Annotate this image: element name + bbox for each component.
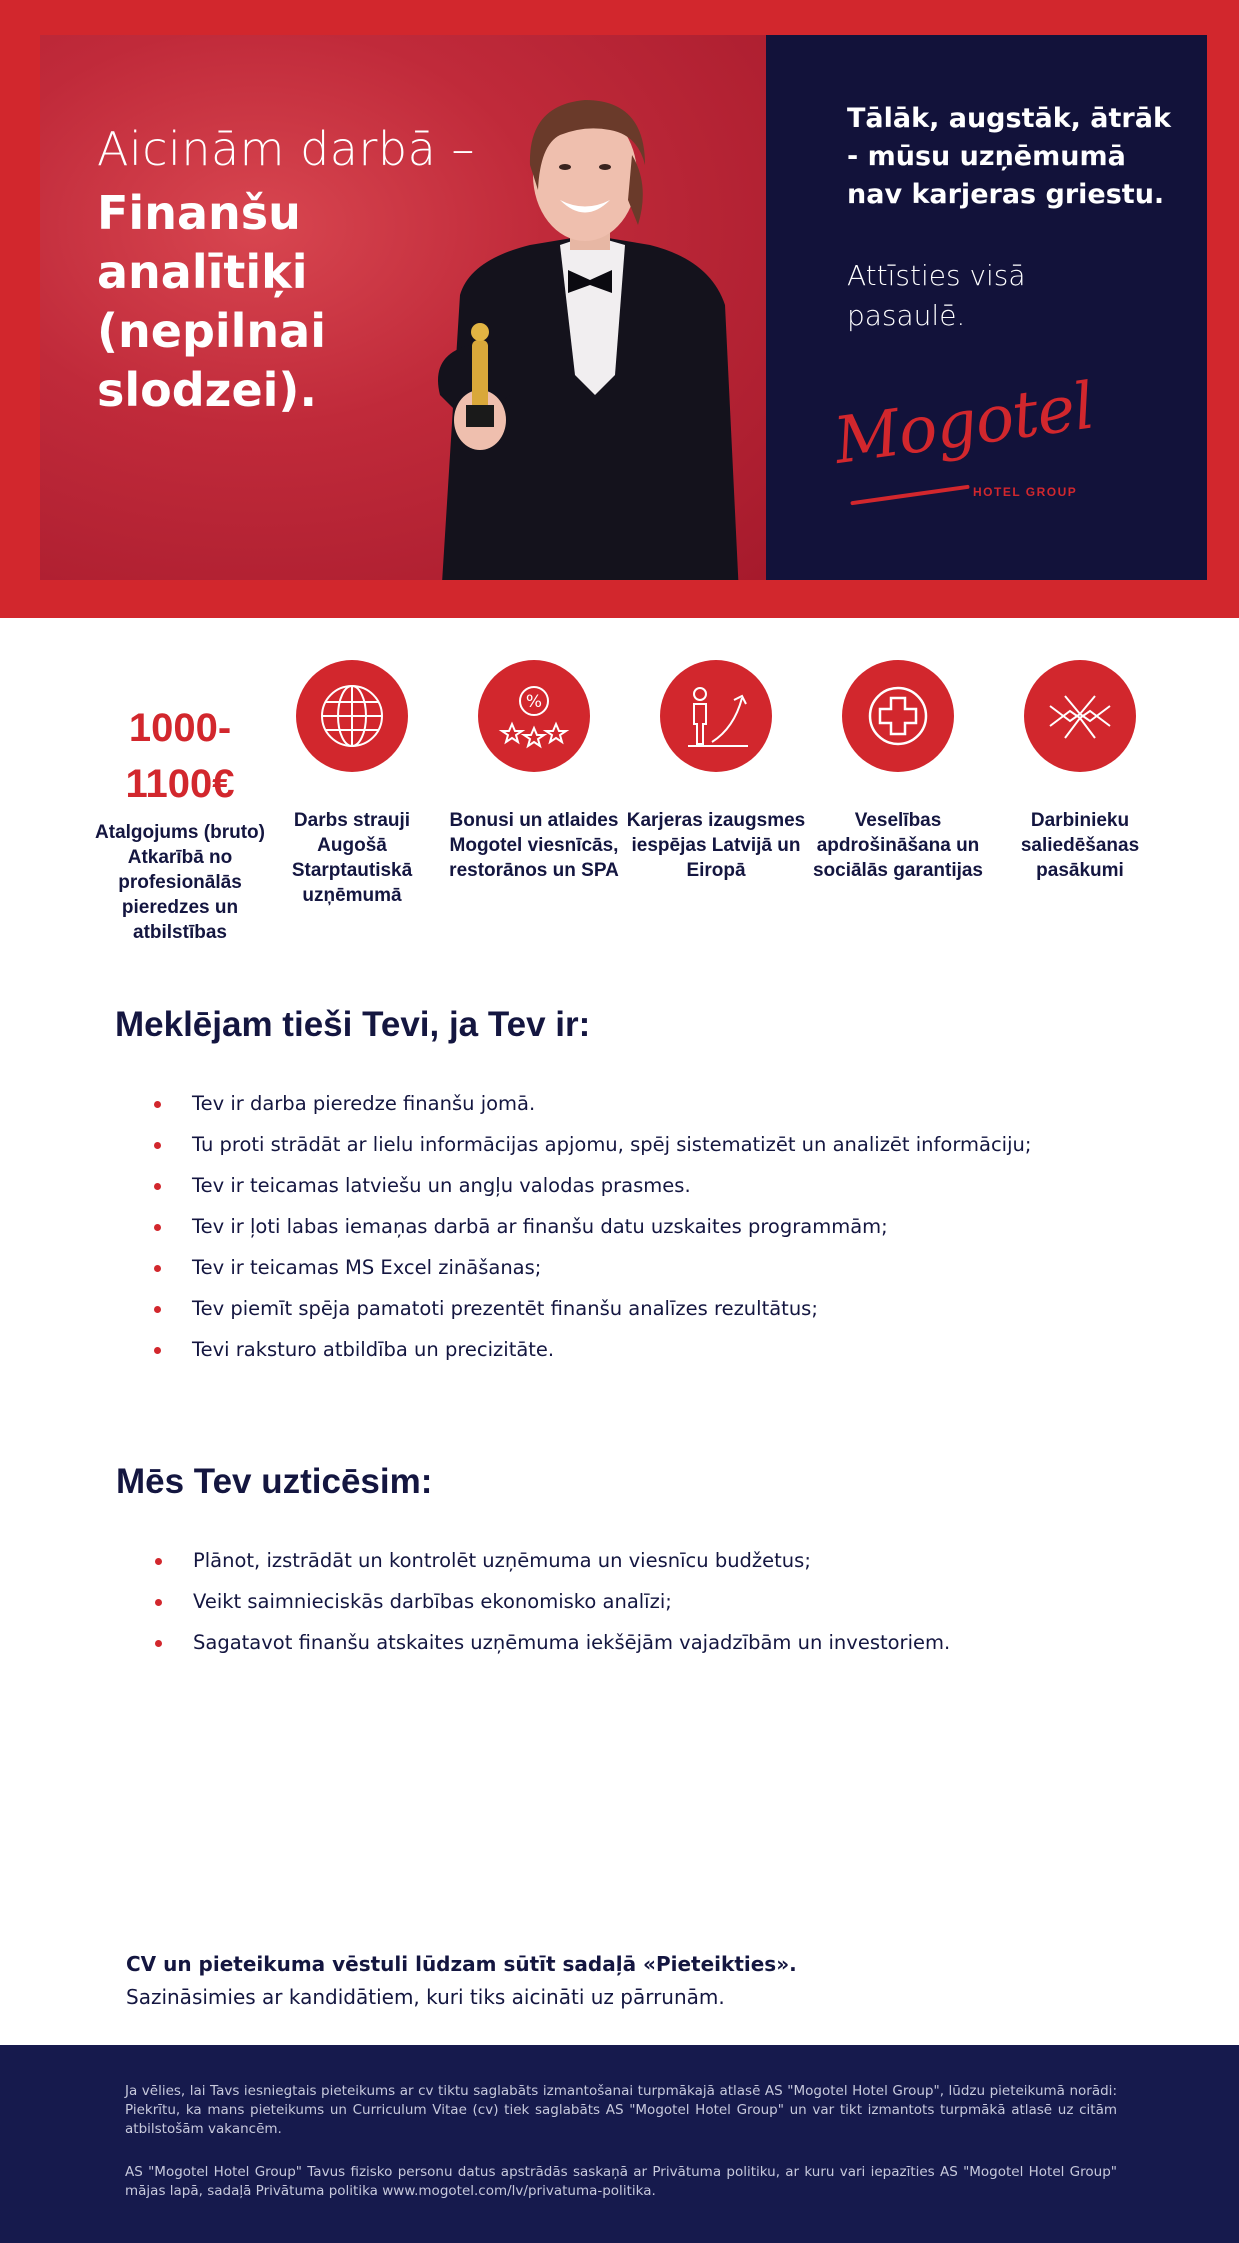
benefit-team-events xyxy=(990,660,1170,883)
benefit-label: Karjeras izaugsmes iespējas Latvijā un Eiropā xyxy=(626,810,806,881)
hero-subtitle: Attīsties visā pasaulē. xyxy=(847,259,1026,332)
list-item: Tu proti strādāt ar lielu informācijas apjomu, spēj sistematizēt un analizēt informāciju; xyxy=(154,1124,1031,1165)
footer-consent-text: Ja vēlies, lai Tavs iesniegtais pieteikums ar cv tiktu saglabāts izmantošanai turpmākajā atlasē AS "Mogotel Hotel Group", lūdzu pieteikumā norādi: Piekrītu, ka mans pieteikums un Curriculum Vitae (cv) tiek saglabāts AS "Mogotel Hotel Group" un var tikt izmantots turpmākā atlasē uz citām atbilstošām vakancēm. xyxy=(125,2083,1117,2137)
career-growth-icon xyxy=(660,660,772,772)
list-item: Tev piemīt spēja pamatoti prezentēt finanšu analīzes rezultātus; xyxy=(154,1288,1031,1329)
globe-icon xyxy=(296,660,408,772)
mogotel-logo xyxy=(829,369,1100,525)
list-item: Tev ir teicamas latviešu un angļu valodas prasmes. xyxy=(154,1165,1031,1206)
footer xyxy=(0,2045,1239,2243)
benefit-label: Darbinieku saliedēšanas pasākumi xyxy=(1020,810,1140,881)
salary-block xyxy=(80,700,280,945)
benefits-row xyxy=(80,660,1160,943)
logo-wordmark: Mogotel xyxy=(829,369,1099,479)
list-item: Tev ir darba pieredze finanšu jomā. xyxy=(154,1083,1031,1124)
logo-swash xyxy=(850,485,969,506)
duties-title: Mēs Tev uzticēsim: xyxy=(116,1462,433,1501)
contact-note: Sazināsimies ar kandidātiem, kuri tiks aicināti uz pārrunām. xyxy=(126,1985,725,2009)
requirements-list xyxy=(154,1083,1031,1370)
hero-slogan: Tālāk, augstāk, ātrāk - mūsu uzņēmumā nav karjeras griestu. xyxy=(847,103,1171,210)
list-item: Plānot, izstrādāt un kontrolēt uzņēmuma un viesnīcu budžetus; xyxy=(155,1540,950,1581)
list-item: Veikt saimnieciskās darbības ekonomisko analīzi; xyxy=(155,1581,950,1622)
salary-label: Atalgojums (bruto) Atkarībā no profesionālās pieredzes un atbilstības xyxy=(95,822,265,943)
footer-privacy-text: AS "Mogotel Hotel Group" Tavus fizisko personu datus apstrādās saskaņā ar Privātuma politiku, ar kuru vari iepazīties AS "Mogotel Hotel Group" mājas lapā, sadaļā Privātuma politika www.mogotel.com/lv/privatuma-politika. xyxy=(125,2164,1117,2199)
duties-list xyxy=(155,1540,950,1663)
benefit-career xyxy=(626,660,806,883)
list-item: Sagatavot finanšu atskaites uzņēmuma iekšējām vajadzībām un investoriem. xyxy=(155,1622,950,1663)
svg-text:%: % xyxy=(525,692,543,712)
requirements-title: Meklējam tieši Tevi, ja Tev ir: xyxy=(115,1005,591,1044)
salary-value: 1000-1100€ xyxy=(125,706,235,806)
benefit-discounts xyxy=(444,660,624,883)
apply-instructions: CV un pieteikuma vēstuli lūdzam sūtīt sadaļā «Pieteikties». xyxy=(126,1952,797,1976)
benefit-growth-company xyxy=(262,660,442,908)
benefit-label: Veselības apdrošināšana un sociālās garantijas xyxy=(812,810,984,881)
hero-title-intro: Aicinām darbā – xyxy=(97,122,475,176)
hero-banner xyxy=(0,0,1239,618)
benefit-label: Bonusi un atlaides Mogotel viesnīcās, restorānos un SPA xyxy=(449,810,619,881)
list-item: Tev ir teicamas MS Excel zināšanas; xyxy=(154,1247,1031,1288)
hero-job-title: Finanšu analītiķi (nepilnai slodzei). xyxy=(97,186,326,417)
logo-subtext: HOTEL GROUP xyxy=(973,485,1078,499)
hands-together-icon xyxy=(1024,660,1136,772)
benefit-label: Darbs strauji Augošā Starptautiskā uzņēmumā xyxy=(291,810,413,906)
health-cross-icon xyxy=(842,660,954,772)
percent-stars-icon xyxy=(478,660,590,772)
list-item: Tev ir ļoti labas iemaņas darbā ar finanšu datu uzskaites programmām; xyxy=(154,1206,1031,1247)
benefit-health xyxy=(808,660,988,883)
list-item: Tevi raksturo atbildība un precizitāte. xyxy=(154,1329,1031,1370)
